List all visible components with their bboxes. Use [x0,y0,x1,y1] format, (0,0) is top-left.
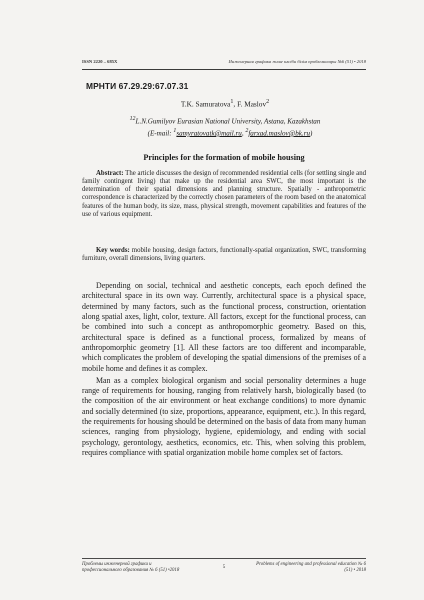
author-1-sup: 1 [230,99,234,105]
affiliation-org: L.N.Gumilyov Eurasian National University, Astana, Kazakhstan [135,117,321,126]
email-suffix: ) [310,129,313,138]
email-separator: , [241,129,246,138]
keywords-label: Key words: [96,247,130,254]
page-number: 5 [222,565,226,570]
email-2-link[interactable]: farxad.maslov@bk.ru [248,129,311,138]
author-line [84,99,366,108]
article-title: Principles for the formation of mobile housing [143,153,305,162]
footer-right-journal: Problems of engineering and professional education № 6 (51) • 2018 [256,562,366,573]
header-rule [82,69,366,70]
email-2-sup: 2 [245,127,249,134]
author-2-sup: 2 [266,99,270,105]
mrnti-code: МРНТИ 67.29.29:67.07.31 [86,81,189,91]
email-1-sup: 1 [173,127,177,134]
footer-rule [82,558,366,559]
footer-left-journal: Проблемы инженерной графики и профессионального образования № 6 (51) •2018 [82,562,180,573]
author-2: F. Maslov [237,99,267,109]
affiliation-block [84,115,366,139]
body-paragraph-2: Man as a complex biological organism and social personality determines a huge range of requirements for housing, ranging from relatively harsh, biologically based (to the composition of the air environment or heat exchange conditions) to more dynamic and socially determined (to size, proportions, appearance, equipment, etc.). In this regard, the requirements for housing should be determined on the basis of data from many human sciences, ranging from physiology, hygiene, epidemiology, and ending with social psychology, gerontology, aesthetics, economics, etc. This, when solving this problem, requires compliance with spatial organization mobile home complex set of factors. [82,375,366,457]
email-1-link[interactable]: samyratovatk@mail.ru [176,129,242,138]
running-header [82,59,366,68]
author-separator: , [233,99,238,109]
author-1: T.K. Samuratova [180,99,231,109]
abstract-block [82,170,366,219]
affiliation-line [84,115,366,127]
body-text [82,281,366,460]
abstract-label: Abstract: [96,170,124,177]
email-line [84,127,366,139]
keywords-block [82,247,366,263]
keywords-text: mobile housing, design factors, functionally-spatial organization, SWC, transforming furniture, overall dimensions, living quarters. [82,247,366,263]
issn-label: ISSN 2220 – 685X [82,59,118,64]
abstract-text: The article discusses the design of recommended residential cells (for settling single and family contingent living) that make up the residential area SWC, the most important is the determination of their spatial dimensions and planning structure. Spatially - anthropometric correspondence is characterized by the correctly chosen parameters of the room based on the anatomical features of the human body, its size, mass, physical strength, movement capabilities and features of the use of various equipment. [82,170,366,218]
email-prefix: (E-mail: [147,129,174,138]
running-footer [82,562,366,576]
journal-header-line: Инженерная графика және кәсіби білім проблемалары №6 (51) • 2018 [228,59,366,64]
affiliation-sup: 12 [129,116,136,122]
body-paragraph-1: Depending on social, technical and aesthetic concepts, each epoch defined the architectural space in its own way. Currently, architectural space is a physical space, determined by many factors, such as the functional process, construction, orientation along spatial axes, light, color, texture. All factors, except for the functional process, can be combined into such a concept as anthropomorphic geometry. Based on this, architectural space is defined as a functional process, formalized by means of anthropomorphic geometry [1]. All these factors are too different and incomparable, which complicates the problem of developing the spatial dimensions of the premises of a mobile home and defines it as complex. [82,281,366,373]
